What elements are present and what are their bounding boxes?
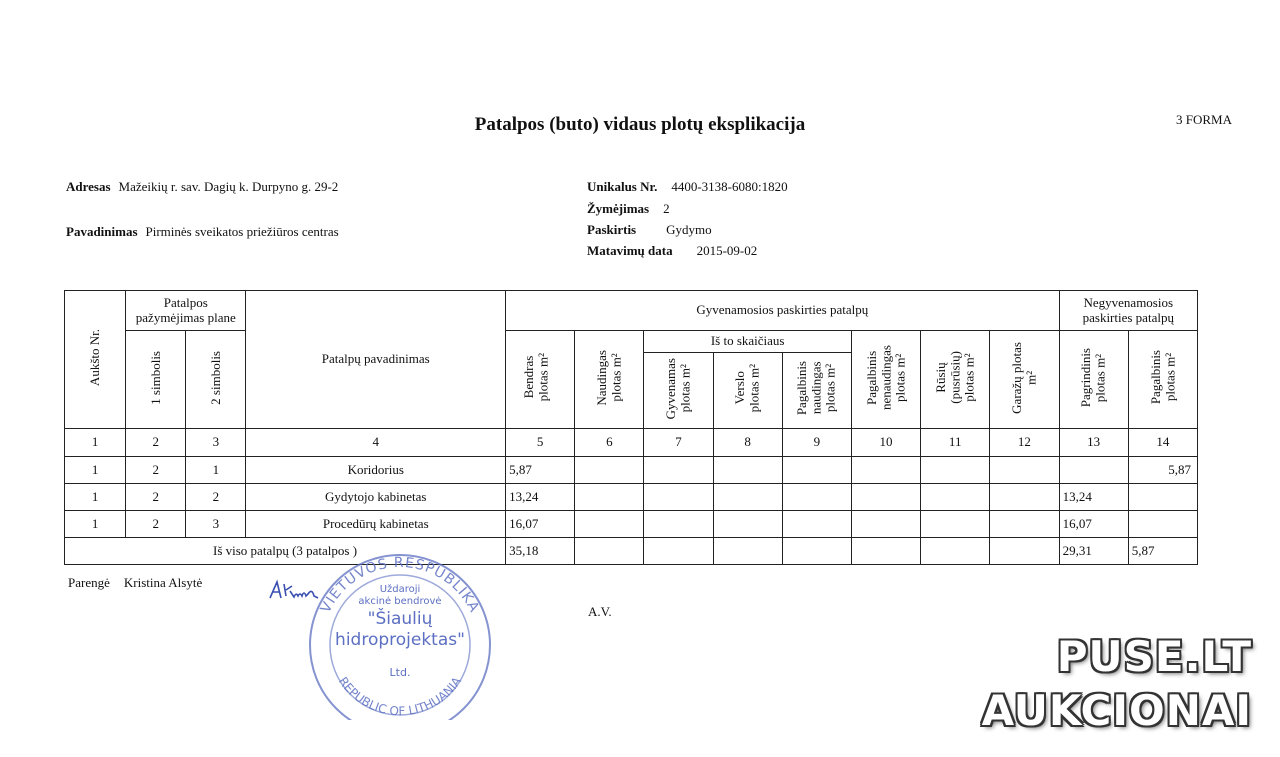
- header-room-name: Patalpų pavadinimas: [246, 291, 506, 429]
- table-row: [65, 511, 1198, 538]
- stamp-line-2: akcinė bendrovė: [358, 596, 442, 607]
- col-number: 5: [506, 429, 575, 457]
- measure-date-label: Matavimų data: [587, 243, 673, 258]
- summary-aux: 5,87: [1128, 538, 1197, 565]
- name-line: [66, 224, 339, 240]
- col-number: 14: [1128, 429, 1197, 457]
- summary-label: Iš viso patalpų (3 patalpos ): [65, 538, 506, 565]
- column-number-row: [65, 429, 1198, 457]
- col-number: 10: [851, 429, 920, 457]
- cell-symbol-2: 2: [186, 484, 246, 511]
- summary-total: 35,18: [506, 538, 575, 565]
- header-aux-area: Pagalbinis plotas m²: [1128, 331, 1197, 429]
- cell-symbol-2: 3: [186, 511, 246, 538]
- name-value: Pirminės sveikatos priežiūros centras: [145, 224, 339, 239]
- stamp-line-3: "Šiaulių: [367, 609, 433, 629]
- measure-date-value: 2015-09-02: [696, 243, 758, 258]
- col-number: 9: [782, 429, 851, 457]
- col-number: 8: [713, 429, 782, 457]
- header-symbol-1: 1 simbolis: [126, 331, 186, 429]
- cell-symbol-2: 1: [186, 457, 246, 484]
- header-floor: Aukšto Nr.: [65, 291, 126, 429]
- prepared-by: [68, 575, 202, 591]
- col-number: 11: [921, 429, 990, 457]
- address-line: [66, 179, 338, 195]
- col-number: 1: [65, 429, 126, 457]
- cell-symbol-1: 2: [126, 484, 186, 511]
- header-nonresidential: Negyvenamosios paskirties patalpų: [1059, 291, 1197, 331]
- purpose-label: Paskirtis: [587, 222, 637, 237]
- cell-total: 13,24: [506, 484, 575, 511]
- cell-main: 16,07: [1059, 511, 1128, 538]
- measure-date-line: [587, 243, 757, 259]
- header-basement: Rūsių (pusrūsių) plotas m²: [921, 331, 990, 429]
- header-useful-area: Naudingas plotas m²: [575, 331, 644, 429]
- col-number: 4: [246, 429, 506, 457]
- cell-symbol-1: 2: [126, 511, 186, 538]
- cell-main: 13,24: [1059, 484, 1128, 511]
- address-label: Adresas: [66, 179, 111, 194]
- header-marking: Patalpos pažymėjimas plane: [126, 291, 246, 331]
- cell-total: 16,07: [506, 511, 575, 538]
- marking-value: 2: [663, 201, 670, 216]
- address-value: Mažeikių r. sav. Dagių k. Durpyno g. 29-2: [118, 179, 339, 194]
- header-aux-nonuseful: Pagalbinis nenaudingas plotas m²: [851, 331, 920, 429]
- header-main-area: Pagrindinis plotas m²: [1059, 331, 1128, 429]
- watermark-line-2: AUKCIONAI: [981, 686, 1252, 735]
- header-residential: Gyvenamosios paskirties patalpų: [506, 291, 1059, 331]
- cell-floor: 1: [65, 484, 126, 511]
- document-title: Patalpos (buto) vidaus plotų eksplikacija: [474, 114, 806, 135]
- prepared-value: Kristina Alsytė: [123, 575, 203, 590]
- header-symbol-2: 2 simbolis: [186, 331, 246, 429]
- unique-no-label: Unikalus Nr.: [587, 179, 658, 194]
- stamp-bottom-text: REPUBLIC OF LITHUANIA: [335, 674, 465, 719]
- cell-aux: 5,87: [1128, 457, 1197, 484]
- watermark-line-1: PUSE.LT: [1056, 632, 1252, 681]
- stamp-top-text: VIETUVOS RESPUBLIKA: [317, 554, 483, 616]
- col-number: 6: [575, 429, 644, 457]
- stamp-line-4: hidroprojektas": [335, 630, 465, 650]
- cell-main: [1059, 457, 1128, 484]
- cell-room-name: Koridorius: [246, 457, 506, 484]
- marking-label: Žymėjimas: [587, 201, 650, 216]
- cell-total: 5,87: [506, 457, 575, 484]
- svg-text:REPUBLIC OF LITHUANIA: [336, 674, 465, 719]
- cell-room-name: Procedūrų kabinetas: [246, 511, 506, 538]
- stamp-line-5: Ltd.: [389, 666, 411, 679]
- table-row: [65, 457, 1198, 484]
- header-business-area: Verslo plotas m²: [713, 353, 782, 429]
- unique-no-value: 4400-3138-6080:1820: [671, 179, 788, 194]
- purpose-line: [587, 222, 712, 238]
- summary-row: [65, 538, 1198, 565]
- marking-line: [587, 201, 670, 217]
- summary-main: 29,31: [1059, 538, 1128, 565]
- explication-table: [64, 290, 1198, 565]
- cell-room-name: Gydytojo kabinetas: [246, 484, 506, 511]
- cell-floor: 1: [65, 511, 126, 538]
- table-row: [65, 484, 1198, 511]
- form-label: 3 FORMA: [1176, 112, 1232, 127]
- prepared-label: Parengė: [68, 575, 110, 590]
- cell-symbol-1: 2: [126, 457, 186, 484]
- cell-floor: 1: [65, 457, 126, 484]
- col-number: 13: [1059, 429, 1128, 457]
- header-garage: Garažų plotas m²: [990, 331, 1059, 429]
- unique-no-line: [587, 179, 788, 195]
- cell-aux: [1128, 484, 1197, 511]
- av-mark: A.V.: [588, 604, 612, 619]
- col-number: 12: [990, 429, 1059, 457]
- header-total-area: Bendras plotas m²: [506, 331, 575, 429]
- stamp-line-1: Uždaroji: [379, 584, 421, 595]
- col-number: 7: [644, 429, 713, 457]
- col-number: 3: [186, 429, 246, 457]
- cell-aux: [1128, 511, 1197, 538]
- purpose-value: Gydymo: [666, 222, 712, 237]
- header-living-area: Gyvenamas plotas m²: [644, 353, 713, 429]
- header-aux-useful: Pagalbinis naudingas plotas m²: [782, 353, 851, 429]
- company-stamp: [300, 550, 500, 720]
- col-number: 2: [126, 429, 186, 457]
- name-label: Pavadinimas: [66, 224, 138, 239]
- header-of-which: Iš to skaičiaus: [644, 331, 852, 353]
